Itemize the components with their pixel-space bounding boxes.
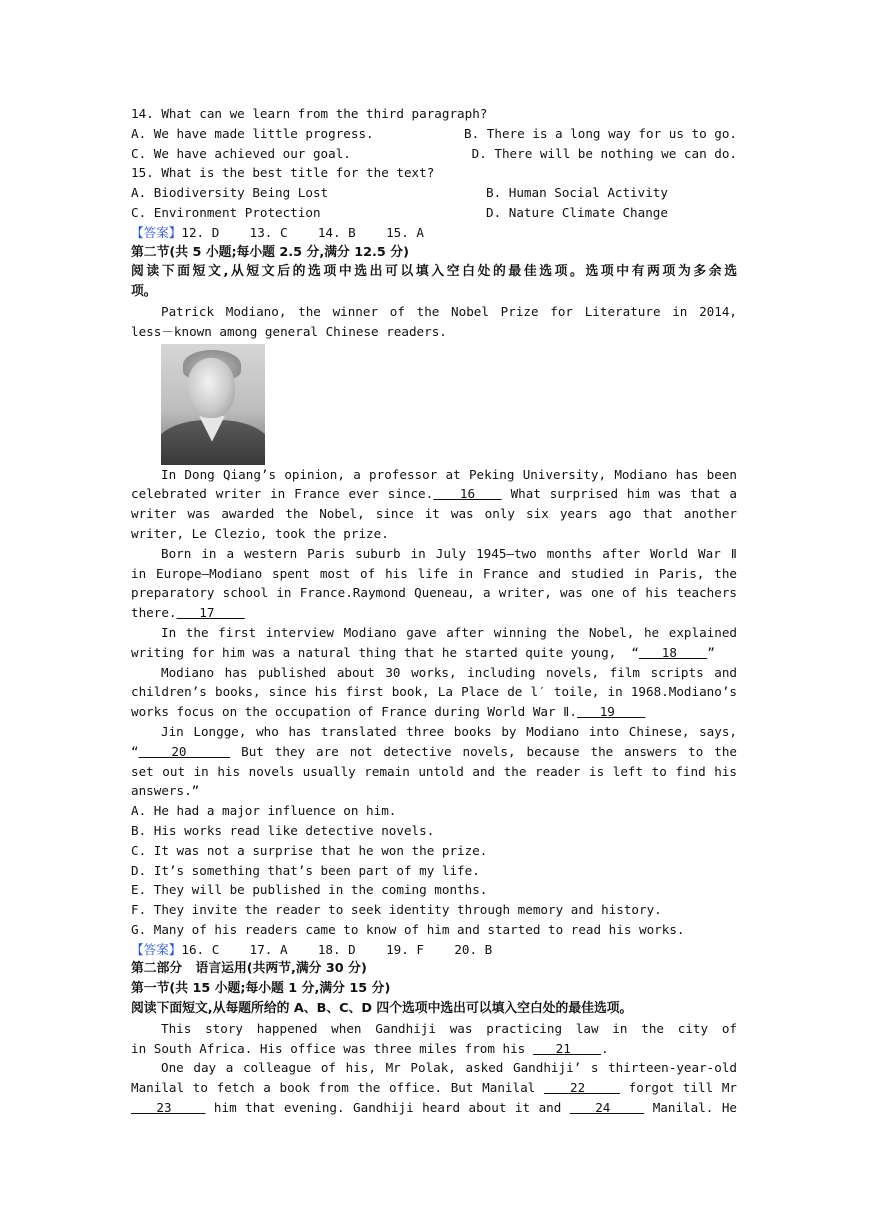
- passage-p3-line4: there. 17: [131, 605, 245, 621]
- part2-heading: 第二部分 语言运用(共两节,满分 30 分): [131, 961, 367, 977]
- part2-instructions: 阅读下面短文,从每题所给的 A、B、C、D 四个选项中选出可以填入空白处的最佳选项。: [131, 1001, 633, 1017]
- q14-option-a: A. We have made little progress.: [131, 125, 374, 141]
- passage-p5-line3: works focus on the occupation of France during World War Ⅱ. 19: [131, 704, 646, 720]
- option-d: D. It’s something that’s been part of my life.: [131, 862, 480, 878]
- blank-17[interactable]: 17: [176, 605, 245, 621]
- passage-p2-line1: In Dong Qiang’s opinion, a professor at Peking University, Modiano has been: [161, 466, 737, 482]
- q15-option-d: D. Nature Climate Change: [486, 204, 668, 220]
- passage-p1-line1: Patrick Modiano, the winner of the Nobel Prize for Literature in 2014,: [161, 303, 737, 319]
- passage-p6-line2: “ 20 But they are not detective novels, because the answers to the: [131, 743, 737, 759]
- passage-p6-line3: set out in his novels usually remain untold and the reader is left to find his: [131, 763, 737, 779]
- passage-p1-line2: less－known among general Chinese readers.: [131, 323, 447, 339]
- option-b: B. His works read like detective novels.: [131, 822, 435, 838]
- passage-p3-line1: Born in a western Paris suburb in July 1945—two months after World War Ⅱ: [161, 545, 737, 561]
- q15-option-b: B. Human Social Activity: [486, 185, 668, 201]
- option-g: G. Many of his readers came to know of him and started to read his works.: [131, 921, 685, 937]
- answer-line-2: [131, 940, 737, 960]
- q15-options-row2: [131, 203, 737, 223]
- blank-21[interactable]: 21: [532, 1040, 602, 1056]
- document-page: [131, 104, 737, 1118]
- q15-stem: 15. What is the best title for the text?: [131, 165, 435, 181]
- section2-instructions-line1: 阅读下面短文,从短文后的选项中选出可以填入空白处的最佳选项。选项中有两项为多余选: [131, 264, 737, 280]
- passage-p2-line2: celebrated writer in France ever since. 16 What surprised him was that a: [131, 486, 737, 502]
- passage-p6-line4: answers.”: [131, 783, 200, 799]
- passage-p5-line2: children’s books, since his first book, La Place de l′ toile, in 1968.Modiano’s: [131, 684, 737, 700]
- q14-option-d: D. There will be nothing we can do.: [471, 145, 737, 161]
- answer-tag: 【答案】: [131, 224, 182, 240]
- answer-line-1: [131, 223, 737, 243]
- q14-stem: 14. What can we learn from the third paragraph?: [131, 106, 488, 121]
- passage-p2-line3: writer was awarded the Nobel, since it was only six years ago that another: [131, 506, 737, 522]
- part2-section-heading: 第一节(共 15 小题;每小题 1 分,满分 15 分): [131, 981, 391, 997]
- passage-p3-line2: in Europe—Modiano spent most of his life in France and studied in Paris, the: [131, 565, 737, 581]
- answer-text: 16. C 17. A 18. D 19. F 20. B: [181, 941, 493, 957]
- blank-23[interactable]: 23: [131, 1100, 206, 1116]
- blank-24[interactable]: 24: [569, 1100, 645, 1116]
- option-f: F. They invite the reader to seek identity through memory and history.: [131, 902, 662, 918]
- q15-option-a: A. Biodiversity Being Lost: [131, 185, 329, 201]
- cloze-line3: One day a colleague of his, Mr Polak, asked Gandhiji’ s thirteen-year-old: [161, 1060, 737, 1076]
- blank-20[interactable]: 20: [138, 743, 231, 759]
- section2-heading: 第二节(共 5 小题;每小题 2.5 分,满分 12.5 分): [131, 244, 409, 260]
- author-photo: [161, 344, 265, 465]
- option-a: A. He had a major influence on him.: [131, 803, 397, 819]
- blank-22[interactable]: 22: [543, 1080, 620, 1096]
- blank-16[interactable]: 16: [433, 486, 502, 502]
- passage-p4-line2: writing for him was a natural thing that he started quite young, “ 18 ”: [131, 644, 715, 660]
- cloze-line5: 23 him that evening. Gandhiji heard about it and 24 Manilal. He: [131, 1100, 737, 1116]
- passage-p3-line3: preparatory school in France.Raymond Queneau, a writer, was one of his teachers: [131, 585, 737, 601]
- cloze-line1: This story happened when Gandhiji was practicing law in the city of: [161, 1020, 737, 1036]
- q14-options-row1: [131, 124, 737, 144]
- q15-option-c: C. Environment Protection: [131, 204, 321, 220]
- passage-p2-line4: writer, Le Clezio, took the prize.: [131, 525, 389, 541]
- passage-p4-line1: In the first interview Modiano gave after winning the Nobel, he explained: [161, 624, 737, 640]
- answer-tag: 【答案】: [131, 941, 182, 957]
- answer-text: 12. D 13. C 14. B 15. A: [181, 224, 425, 240]
- q14-option-c: C. We have achieved our goal.: [131, 145, 351, 161]
- blank-19[interactable]: 19: [576, 704, 646, 720]
- q15-options-row1: [131, 183, 737, 203]
- section2-instructions-line2: 项。: [131, 284, 157, 300]
- cloze-line4: Manilal to fetch a book from the office. But Manilal 22 forgot till Mr: [131, 1080, 737, 1096]
- option-e: E. They will be published in the coming months.: [131, 882, 488, 898]
- passage-p5-line1: Modiano has published about 30 works, including novels, film scripts and: [161, 664, 737, 680]
- blank-18[interactable]: 18: [639, 644, 708, 660]
- option-c: C. It was not a surprise that he won the prize.: [131, 842, 488, 858]
- passage-p6-line1: Jin Longge, who has translated three books by Modiano into Chinese, says,: [161, 723, 737, 739]
- cloze-line2: in South Africa. His office was three miles from his 21 .: [131, 1040, 609, 1056]
- q14-options-row2: [131, 144, 737, 164]
- q14-option-b: B. There is a long way for us to go.: [464, 125, 737, 141]
